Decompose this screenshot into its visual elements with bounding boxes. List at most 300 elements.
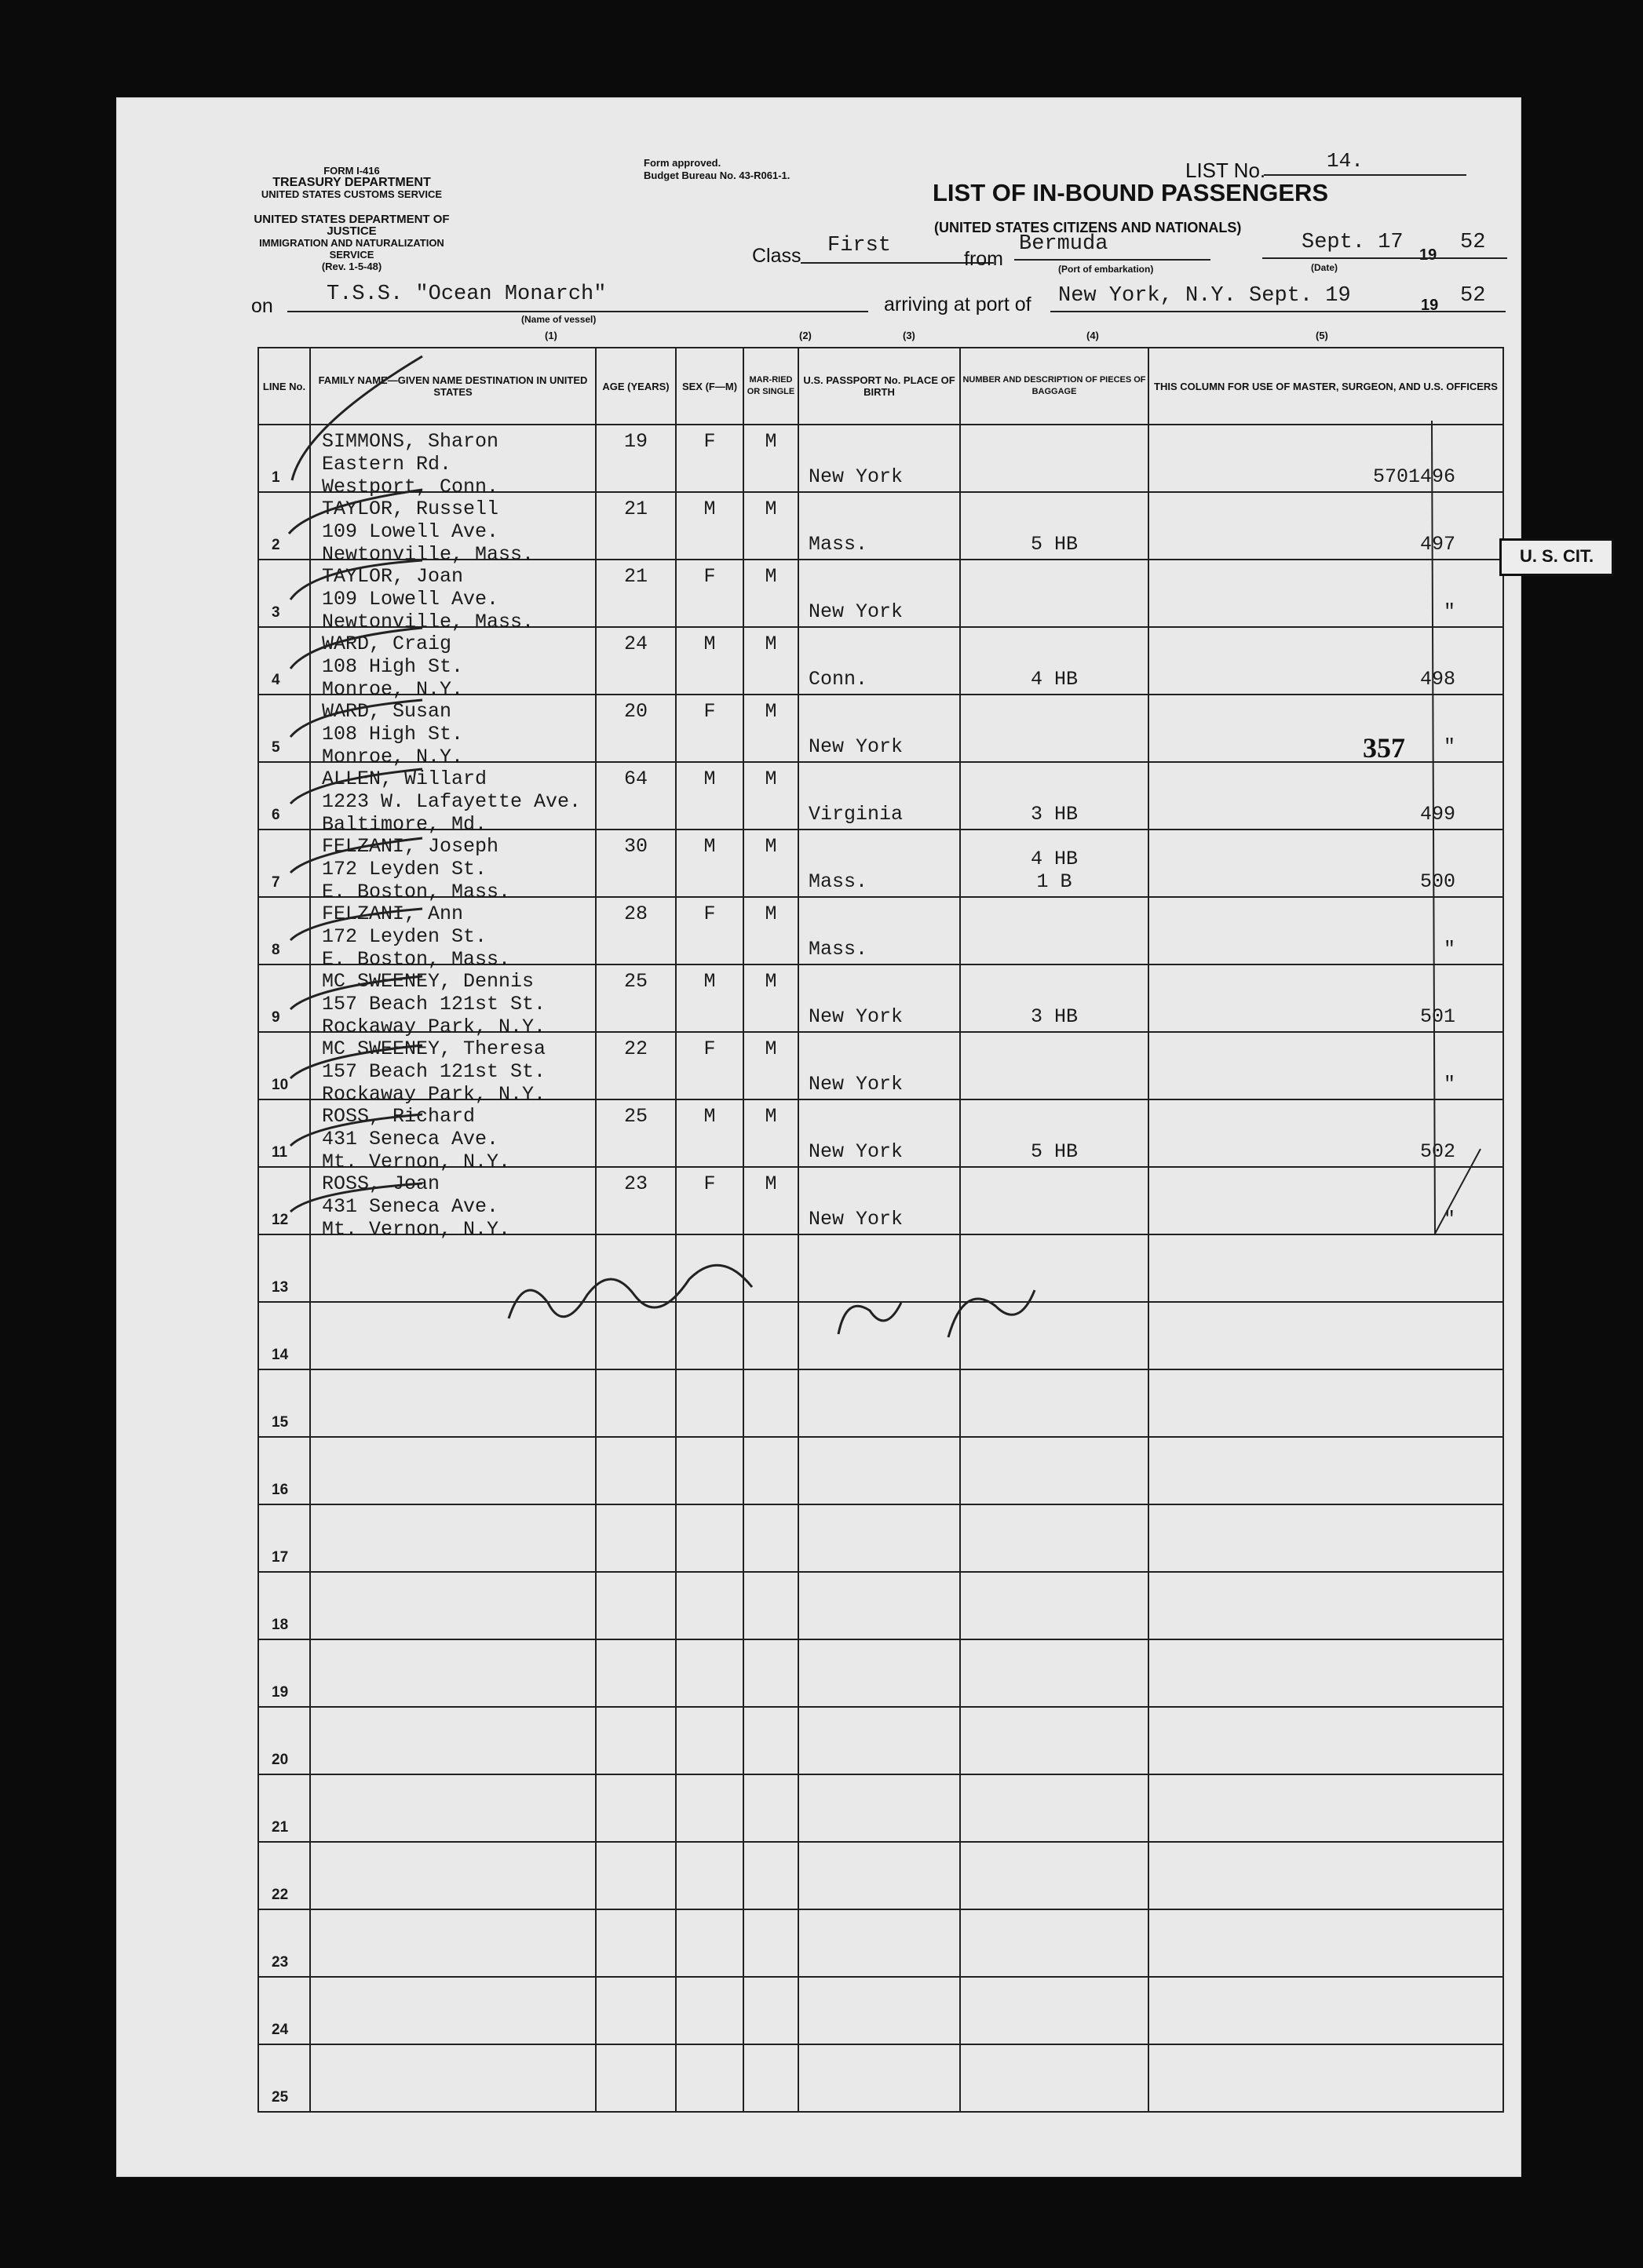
- blank-cell: [676, 1369, 743, 1437]
- row-officer-note: 499: [1419, 803, 1455, 826]
- row-name-destination-cell: [310, 762, 596, 836]
- blank-cell: [960, 1302, 1148, 1369]
- blank-cell: [743, 1369, 798, 1437]
- row-married-cell: [743, 830, 798, 897]
- row-line-no: 18: [272, 1617, 289, 1633]
- row-sex: M: [703, 835, 716, 858]
- row-baggage-cell: [960, 830, 1148, 897]
- row-officer-note-cell: [1148, 1032, 1503, 1099]
- row-sex-cell: [676, 964, 743, 1032]
- row-baggage: 5 HB: [1030, 1140, 1078, 1163]
- row-name-destination-cell: [310, 830, 596, 903]
- row-officer-note-cell: [1148, 964, 1503, 1032]
- row-name-destination-cell: [310, 492, 596, 566]
- blank-cell: [798, 1234, 960, 1302]
- blank-cell: [798, 1302, 960, 1369]
- row-married-cell: [743, 897, 798, 964]
- blank-cell: [676, 1842, 743, 1909]
- row-age: 22: [623, 1037, 648, 1060]
- row-name-destination: FELZANI, Joseph 172 Leyden St. E. Boston, Mass.: [322, 835, 511, 903]
- row-officer-note-cell: [1148, 1099, 1503, 1167]
- row-line-no-cell: [258, 492, 310, 560]
- row-line-no: 1: [272, 469, 280, 486]
- row-married: M: [765, 700, 777, 723]
- row-sex-cell: [676, 1167, 743, 1234]
- blank-cell: [676, 1234, 743, 1302]
- blank-cell: [960, 2044, 1148, 2112]
- blank-cell: [258, 1572, 310, 1639]
- blank-cell: [310, 1639, 596, 1707]
- blank-cell: [960, 1977, 1148, 2044]
- row-baggage: 4 HB 1 B: [1030, 848, 1078, 893]
- row-line-no-cell: [258, 964, 310, 1032]
- row-age-cell: [596, 695, 676, 762]
- row-sex-cell: [676, 695, 743, 762]
- table-row: [258, 1234, 1503, 1302]
- blank-cell: [258, 1504, 310, 1572]
- blank-cell: [676, 1774, 743, 1842]
- row-sex: F: [703, 1172, 716, 1195]
- arrival-port-date: New York, N.Y. Sept. 19: [1058, 284, 1351, 308]
- row-age: 20: [623, 700, 648, 723]
- row-sex: M: [703, 1105, 716, 1128]
- row-line-no-cell: [258, 1032, 310, 1099]
- row-name-destination: MC SWEENEY, Dennis 157 Beach 121st St. Rockaway Park, N.Y.: [322, 970, 546, 1038]
- table-row: [258, 1572, 1503, 1639]
- row-line-no: 12: [272, 1212, 289, 1228]
- row-married: M: [765, 835, 777, 858]
- blank-cell: [798, 1977, 960, 2044]
- table-row: [258, 1842, 1503, 1909]
- budget-bureau: Budget Bureau No. 43-R061-1.: [644, 170, 790, 181]
- table-row: [258, 1977, 1503, 2044]
- row-line-no: 20: [272, 1752, 289, 1768]
- us-citizen-stamp: U. S. CIT.: [1499, 538, 1614, 576]
- row-married-cell: [743, 627, 798, 695]
- row-name-destination: FELZANI, Ann 172 Leyden St. E. Boston, Mass.: [322, 902, 511, 971]
- table-row: [258, 1504, 1503, 1572]
- blank-cell: [798, 1774, 960, 1842]
- row-age-cell: [596, 1167, 676, 1234]
- row-baggage-cell: [960, 425, 1148, 492]
- table-row: [258, 1099, 1503, 1167]
- row-baggage-cell: [960, 560, 1148, 627]
- row-line-no: 22: [272, 1887, 289, 1903]
- blank-cell: [596, 1302, 676, 1369]
- table-row: [258, 1167, 1503, 1234]
- blank-cell: [676, 1302, 743, 1369]
- blank-cell: [310, 1909, 596, 1977]
- row-baggage: 5 HB: [1030, 533, 1078, 556]
- vessel-underline: [287, 311, 868, 312]
- blank-cell: [596, 2044, 676, 2112]
- row-baggage-cell: [960, 627, 1148, 695]
- header-married: MAR-RIED OR SINGLE: [743, 348, 798, 425]
- row-sex-cell: [676, 627, 743, 695]
- blank-cell: [1148, 2044, 1503, 2112]
- row-sex: M: [703, 498, 716, 520]
- blank-cell: [743, 1707, 798, 1774]
- form-number: FORM I-416: [323, 165, 380, 177]
- blank-cell: [1148, 1234, 1503, 1302]
- blank-cell: [798, 2044, 960, 2112]
- form-approved: Form approved.: [644, 157, 721, 169]
- blank-cell: [676, 1639, 743, 1707]
- row-line-no: 10: [272, 1077, 289, 1093]
- blank-cell: [960, 1437, 1148, 1504]
- row-age: 19: [623, 430, 648, 453]
- row-sex-cell: [676, 830, 743, 897]
- blank-cell: [743, 1572, 798, 1639]
- blank-cell: [676, 1437, 743, 1504]
- row-baggage-cell: [960, 964, 1148, 1032]
- row-birthplace-cell: [798, 492, 960, 560]
- row-birthplace-cell: [798, 695, 960, 762]
- from-value: Bermuda: [1019, 232, 1108, 256]
- row-birthplace: New York: [809, 465, 904, 488]
- row-line-no: 15: [272, 1414, 289, 1431]
- row-age: 21: [623, 498, 648, 520]
- ins-service: IMMIGRATION AND NATURALIZATION SERVICE: [259, 237, 444, 261]
- row-line-no-cell: [258, 897, 310, 964]
- table-row: [258, 1032, 1503, 1099]
- blank-cell: [258, 2044, 310, 2112]
- row-name-destination-cell: [310, 897, 596, 971]
- blank-cell: [596, 1437, 676, 1504]
- row-officer-note: 502: [1419, 1140, 1455, 1163]
- row-baggage-cell: [960, 1099, 1148, 1167]
- blank-cell: [743, 1234, 798, 1302]
- row-age-cell: [596, 425, 676, 492]
- row-married-cell: [743, 425, 798, 492]
- table-row: [258, 2044, 1503, 2112]
- row-officer-note-cell: [1148, 830, 1503, 897]
- blank-cell: [743, 1302, 798, 1369]
- blank-cell: [310, 1572, 596, 1639]
- row-sex: M: [703, 970, 716, 993]
- vessel-name: T.S.S. "Ocean Monarch": [327, 283, 607, 306]
- row-line-no: 11: [272, 1144, 288, 1161]
- row-officer-note: 5701496: [1372, 465, 1455, 488]
- blank-cell: [310, 2044, 596, 2112]
- row-married: M: [765, 902, 777, 925]
- row-birthplace: New York: [809, 735, 904, 758]
- blank-cell: [676, 1504, 743, 1572]
- row-name-destination-cell: [310, 425, 596, 498]
- row-married: M: [765, 498, 777, 520]
- row-birthplace: New York: [809, 1005, 904, 1028]
- blank-cell: [960, 1639, 1148, 1707]
- row-age-cell: [596, 627, 676, 695]
- port-embark-caption: (Port of embarkation): [1058, 264, 1154, 275]
- blank-cell: [258, 1909, 310, 1977]
- table-row: [258, 1302, 1503, 1369]
- blank-cell: [960, 1842, 1148, 1909]
- blank-cell: [258, 1234, 310, 1302]
- row-line-no-cell: [258, 830, 310, 897]
- row-officer-note-cell: [1148, 560, 1503, 627]
- blank-cell: [676, 1707, 743, 1774]
- row-age: 24: [623, 633, 648, 655]
- blank-cell: [596, 1977, 676, 2044]
- col-num-2: (2): [799, 330, 812, 341]
- row-name-destination-cell: [310, 560, 596, 633]
- header-baggage: NUMBER AND DESCRIPTION OF PIECES OF BAGGAGE: [960, 348, 1148, 425]
- row-married-cell: [743, 1099, 798, 1167]
- row-line-no: 19: [272, 1684, 289, 1701]
- row-age-cell: [596, 964, 676, 1032]
- customs-service: UNITED STATES CUSTOMS SERVICE: [261, 188, 443, 200]
- blank-cell: [1148, 1774, 1503, 1842]
- blank-cell: [310, 1774, 596, 1842]
- blank-cell: [310, 1977, 596, 2044]
- departure-year: 52: [1460, 231, 1486, 254]
- row-married: M: [765, 970, 777, 993]
- row-birthplace-cell: [798, 897, 960, 964]
- table-row: [258, 425, 1503, 492]
- row-age: 64: [623, 768, 648, 790]
- date-caption: (Date): [1311, 262, 1338, 273]
- row-birthplace-cell: [798, 1167, 960, 1234]
- table-row: [258, 1639, 1503, 1707]
- row-baggage-cell: [960, 897, 1148, 964]
- row-birthplace-cell: [798, 560, 960, 627]
- table-row: [258, 830, 1503, 897]
- header-sex: SEX (F—M): [676, 348, 743, 425]
- arrival-year: 52: [1460, 284, 1486, 308]
- list-no-label: LIST No.: [1185, 159, 1266, 182]
- row-name-destination: MC SWEENEY, Theresa 157 Beach 121st St. Rockaway Park, N.Y.: [322, 1037, 546, 1106]
- col-num-3: (3): [903, 330, 915, 341]
- row-line-no-cell: [258, 425, 310, 492]
- header-passport: U.S. PASSPORT No. PLACE OF BIRTH: [798, 348, 960, 425]
- blank-cell: [960, 1369, 1148, 1437]
- blank-cell: [596, 1572, 676, 1639]
- form-agency-block: [250, 165, 454, 200]
- row-age: 25: [623, 970, 648, 993]
- header-age: AGE (YEARS): [596, 348, 676, 425]
- blank-cell: [676, 1572, 743, 1639]
- row-baggage: 3 HB: [1030, 803, 1078, 826]
- row-age-cell: [596, 830, 676, 897]
- table-row: [258, 1707, 1503, 1774]
- row-married: M: [765, 1172, 777, 1195]
- row-line-no-cell: [258, 1167, 310, 1234]
- arrival-underline: [1050, 311, 1506, 312]
- row-married-cell: [743, 762, 798, 830]
- row-officer-note: 497: [1419, 533, 1455, 556]
- row-name-destination-cell: [310, 1167, 596, 1241]
- blank-cell: [596, 1504, 676, 1572]
- blank-cell: [258, 1707, 310, 1774]
- row-birthplace: Virginia: [809, 803, 904, 826]
- departure-date: Sept. 17: [1302, 231, 1404, 254]
- table-row: [258, 762, 1503, 830]
- row-birthplace: New York: [809, 600, 904, 623]
- row-line-no-cell: [258, 560, 310, 627]
- row-line-no-cell: [258, 762, 310, 830]
- blank-cell: [798, 1504, 960, 1572]
- row-birthplace: Mass.: [809, 870, 868, 893]
- from-underline: [1014, 259, 1210, 261]
- row-name-destination: TAYLOR, Russell 109 Lowell Ave. Newtonville, Mass.: [322, 498, 535, 566]
- date-underline: [1262, 257, 1507, 259]
- blank-cell: [1148, 1909, 1503, 1977]
- col-num-1: (1): [545, 330, 557, 341]
- blank-cell: [310, 1707, 596, 1774]
- row-age-cell: [596, 762, 676, 830]
- row-officer-note-cell: [1148, 695, 1503, 762]
- blank-cell: [743, 1909, 798, 1977]
- blank-cell: [798, 1572, 960, 1639]
- blank-cell: [258, 1369, 310, 1437]
- row-age: 21: [623, 565, 648, 588]
- row-officer-note-cell: [1148, 897, 1503, 964]
- row-married-cell: [743, 560, 798, 627]
- row-sex: F: [703, 1037, 716, 1060]
- blank-cell: [960, 1774, 1148, 1842]
- blank-cell: [743, 1504, 798, 1572]
- row-age-cell: [596, 897, 676, 964]
- row-name-destination: ALLEN, Willard 1223 W. Lafayette Ave. Baltimore, Md.: [322, 768, 582, 836]
- row-officer-note: ": [1443, 1073, 1455, 1096]
- row-sex-cell: [676, 425, 743, 492]
- row-birthplace-cell: [798, 1032, 960, 1099]
- blank-cell: [798, 1639, 960, 1707]
- row-officer-note: ": [1443, 735, 1455, 758]
- row-birthplace: Mass.: [809, 938, 868, 961]
- row-line-no: 17: [272, 1549, 289, 1566]
- blank-cell: [310, 1369, 596, 1437]
- from-label: from: [964, 248, 1003, 270]
- row-age-cell: [596, 492, 676, 560]
- vessel-caption: (Name of vessel): [521, 314, 597, 325]
- year-prefix: 19: [1419, 246, 1437, 264]
- row-age-cell: [596, 560, 676, 627]
- header-name: FAMILY NAME—GIVEN NAME DESTINATION IN UNITED STATES: [310, 348, 596, 425]
- row-sex-cell: [676, 1099, 743, 1167]
- row-birthplace: New York: [809, 1208, 904, 1231]
- blank-cell: [960, 1234, 1148, 1302]
- row-officer-note-cell: [1148, 425, 1503, 492]
- row-age: 23: [623, 1172, 648, 1195]
- row-birthplace: Mass.: [809, 533, 868, 556]
- row-married: M: [765, 1037, 777, 1060]
- table-row: [258, 627, 1503, 695]
- blank-cell: [596, 1369, 676, 1437]
- row-sex: F: [703, 565, 716, 588]
- page-subtitle: (UNITED STATES CITIZENS AND NATIONALS): [934, 220, 1242, 235]
- row-line-no-cell: [258, 695, 310, 762]
- blank-cell: [1148, 1369, 1503, 1437]
- row-name-destination: TAYLOR, Joan 109 Lowell Ave. Newtonville, Mass.: [322, 565, 535, 633]
- row-birthplace-cell: [798, 964, 960, 1032]
- row-sex-cell: [676, 1032, 743, 1099]
- blank-cell: [798, 1437, 960, 1504]
- row-line-no: 13: [272, 1279, 289, 1296]
- row-age-cell: [596, 1099, 676, 1167]
- row-line-no: 25: [272, 2089, 289, 2106]
- treasury-dept: TREASURY DEPARTMENT: [272, 176, 431, 189]
- row-officer-note: 501: [1419, 1005, 1455, 1028]
- row-birthplace-cell: [798, 627, 960, 695]
- row-baggage-cell: [960, 1032, 1148, 1099]
- row-line-no: 3: [272, 604, 280, 621]
- row-married: M: [765, 565, 777, 588]
- row-line-no: 9: [272, 1009, 280, 1026]
- row-age-cell: [596, 1032, 676, 1099]
- row-married: M: [765, 768, 777, 790]
- blank-cell: [960, 1504, 1148, 1572]
- row-birthplace: New York: [809, 1140, 904, 1163]
- row-baggage: 3 HB: [1030, 1005, 1078, 1028]
- passenger-table: [257, 347, 1504, 2113]
- row-baggage-cell: [960, 762, 1148, 830]
- blank-cell: [1148, 1842, 1503, 1909]
- blank-cell: [310, 1234, 596, 1302]
- row-name-destination: WARD, Susan 108 High St. Monroe, N.Y.: [322, 700, 464, 768]
- row-name-destination-cell: [310, 695, 596, 768]
- table-row: [258, 1774, 1503, 1842]
- row-birthplace-cell: [798, 762, 960, 830]
- blank-cell: [1148, 1572, 1503, 1639]
- blank-cell: [310, 1302, 596, 1369]
- blank-cell: [596, 1842, 676, 1909]
- manifest-sheet: [116, 97, 1594, 2177]
- arriving-label: arriving at port of: [884, 294, 1031, 315]
- blank-cell: [596, 1639, 676, 1707]
- blank-cell: [676, 1977, 743, 2044]
- row-sex: F: [703, 902, 716, 925]
- row-name-destination-cell: [310, 1099, 596, 1173]
- blank-cell: [310, 1504, 596, 1572]
- table-row: [258, 964, 1503, 1032]
- blank-cell: [1148, 1707, 1503, 1774]
- table-row: [258, 492, 1503, 560]
- blank-cell: [596, 1774, 676, 1842]
- row-officer-note: ": [1443, 600, 1455, 623]
- blank-cell: [310, 1842, 596, 1909]
- row-sex: F: [703, 430, 716, 453]
- row-sex: M: [703, 768, 716, 790]
- table-row: [258, 695, 1503, 762]
- blank-cell: [743, 2044, 798, 2112]
- row-baggage-cell: [960, 492, 1148, 560]
- row-age: 28: [623, 902, 648, 925]
- row-baggage-cell: [960, 1167, 1148, 1234]
- row-age: 30: [623, 835, 648, 858]
- row-line-no-cell: [258, 1099, 310, 1167]
- approval-block: [644, 157, 790, 182]
- blank-cell: [676, 1909, 743, 1977]
- table-row: [258, 897, 1503, 964]
- row-line-no: 4: [272, 672, 280, 688]
- row-sex: M: [703, 633, 716, 655]
- row-married-cell: [743, 492, 798, 560]
- blank-cell: [596, 1909, 676, 1977]
- row-age: 25: [623, 1105, 648, 1128]
- blank-cell: [743, 1639, 798, 1707]
- row-line-no: 14: [272, 1347, 289, 1363]
- row-sex-cell: [676, 492, 743, 560]
- blank-cell: [596, 1234, 676, 1302]
- blank-cell: [798, 1909, 960, 1977]
- blank-cell: [960, 1909, 1148, 1977]
- row-birthplace-cell: [798, 830, 960, 897]
- blank-cell: [1148, 1302, 1503, 1369]
- row-married-cell: [743, 964, 798, 1032]
- row-baggage-cell: [960, 695, 1148, 762]
